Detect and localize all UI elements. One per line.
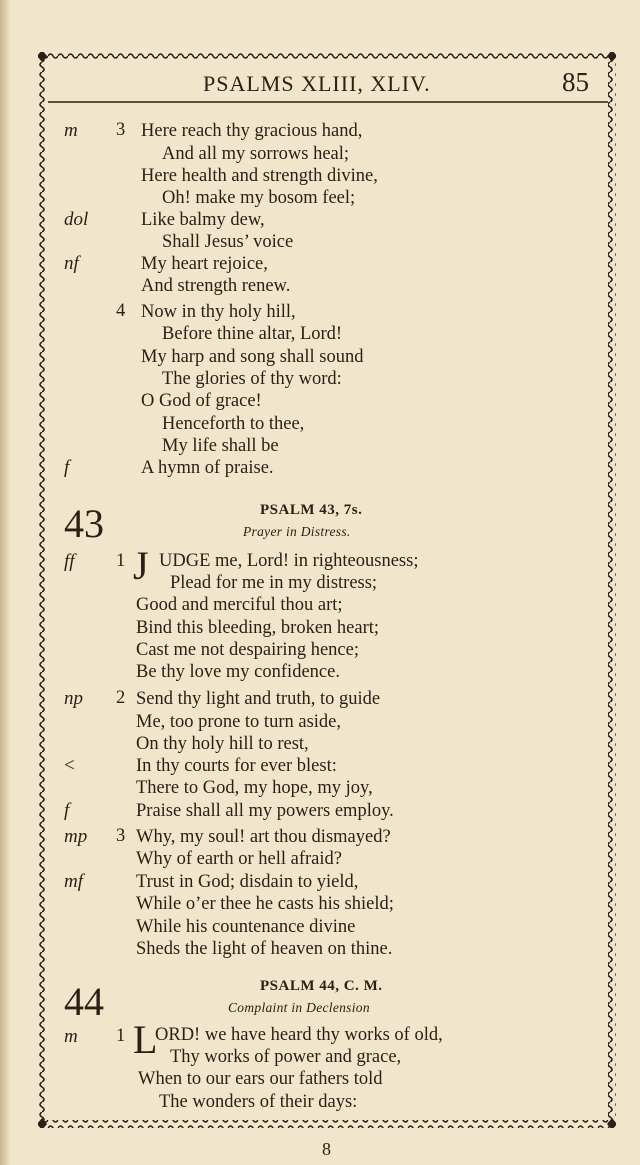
psalm-number: 44: [64, 979, 104, 1024]
verse-number: 2: [116, 688, 126, 708]
verse-line: And strength renew.: [141, 276, 291, 296]
verse-line: While o’er thee he casts his shield;: [136, 894, 394, 914]
verse-line: My heart rejoice,: [141, 254, 268, 274]
verse-number: 4: [116, 301, 126, 321]
verse-line: Good and merciful thou art;: [136, 595, 343, 615]
verse-line: O God of grace!: [141, 391, 262, 411]
dynamic-mark: f: [64, 457, 70, 478]
verse-line: Before thine altar, Lord!: [162, 324, 343, 344]
dynamic-mark: f: [64, 800, 70, 821]
verse-line: A hymn of praise.: [141, 458, 274, 478]
verse-line: Trust in God; disdain to yield,: [136, 872, 359, 892]
header-rule: [48, 101, 608, 103]
verse-line: In thy courts for ever blest:: [136, 756, 337, 776]
verse-line: Oh! make my bosom feel;: [162, 188, 356, 208]
psalm-subtitle: Complaint in Declension: [228, 1000, 370, 1015]
psalm-title: PSALM 43, 7s.: [260, 502, 363, 518]
drop-cap: J: [133, 543, 149, 588]
psalm-title: PSALM 44, C. M.: [260, 978, 383, 994]
verse-line: And all my sorrows heal;: [162, 144, 350, 164]
verse-line: Like balmy dew,: [141, 210, 265, 230]
verse-line: Cast me not despairing hence;: [136, 640, 359, 660]
verse-line: When to our ears our fathers told: [138, 1069, 383, 1089]
dynamic-mark: m: [64, 120, 78, 141]
verse-line: Why of earth or hell afraid?: [136, 849, 342, 869]
verse-line: The glories of thy word:: [162, 369, 342, 389]
verse-line: My harp and song shall sound: [141, 347, 364, 367]
dynamic-mark: <: [64, 755, 75, 776]
verse-line: The wonders of their days:: [159, 1092, 358, 1112]
verse-line: Here health and strength divine,: [141, 166, 378, 186]
verse-line: Henceforth to thee,: [162, 414, 305, 434]
verse-line: Bind this bleeding, broken heart;: [136, 618, 380, 638]
psalm-number: 43: [64, 501, 104, 546]
verse-line: Now in thy holy hill,: [141, 302, 296, 322]
psalm-subtitle: Prayer in Distress.: [243, 524, 351, 539]
dynamic-mark: mf: [64, 871, 83, 892]
verse-line: While his countenance divine: [136, 917, 356, 937]
verse-line: On thy holy hill to rest,: [136, 734, 309, 754]
dynamic-mark: ff: [64, 551, 75, 572]
verse-line: Plead for me in my distress;: [170, 573, 378, 593]
page-number: 85: [562, 67, 589, 97]
verse-number: 1: [116, 551, 126, 571]
book-spine-shadow: [0, 0, 10, 1165]
verse-line: My life shall be: [162, 436, 279, 456]
verse-number: 3: [116, 826, 126, 846]
verse-line: ORD! we have heard thy works of old,: [155, 1025, 443, 1045]
verse-line: Me, too prone to turn aside,: [136, 712, 341, 732]
verse-line: Here reach thy gracious hand,: [141, 121, 363, 141]
verse-number: 3: [116, 120, 126, 140]
running-header: PSALMS XLIII, XLIV.: [203, 71, 431, 96]
verse-line: There to God, my hope, my joy,: [136, 778, 373, 798]
verse-number: 1: [116, 1026, 126, 1046]
drop-cap: L: [133, 1017, 158, 1062]
verse-line: Be thy love my confidence.: [136, 662, 340, 682]
dynamic-mark: m: [64, 1026, 78, 1047]
dynamic-mark: mp: [64, 826, 88, 847]
verse-line: Shall Jesus’ voice: [162, 232, 294, 252]
dynamic-mark: np: [64, 688, 83, 709]
dynamic-mark: dol: [64, 209, 89, 230]
signature-mark: 8: [322, 1139, 331, 1159]
verse-line: Praise shall all my powers employ.: [136, 801, 394, 821]
verse-line: Why, my soul! art thou dismayed?: [136, 827, 391, 847]
verse-line: Sheds the light of heaven on thine.: [136, 939, 393, 959]
dynamic-mark: nf: [64, 253, 79, 274]
verse-line: Send thy light and truth, to guide: [136, 689, 381, 709]
verse-line: Thy works of power and grace,: [170, 1047, 402, 1067]
verse-line: UDGE me, Lord! in righteousness;: [159, 551, 419, 571]
